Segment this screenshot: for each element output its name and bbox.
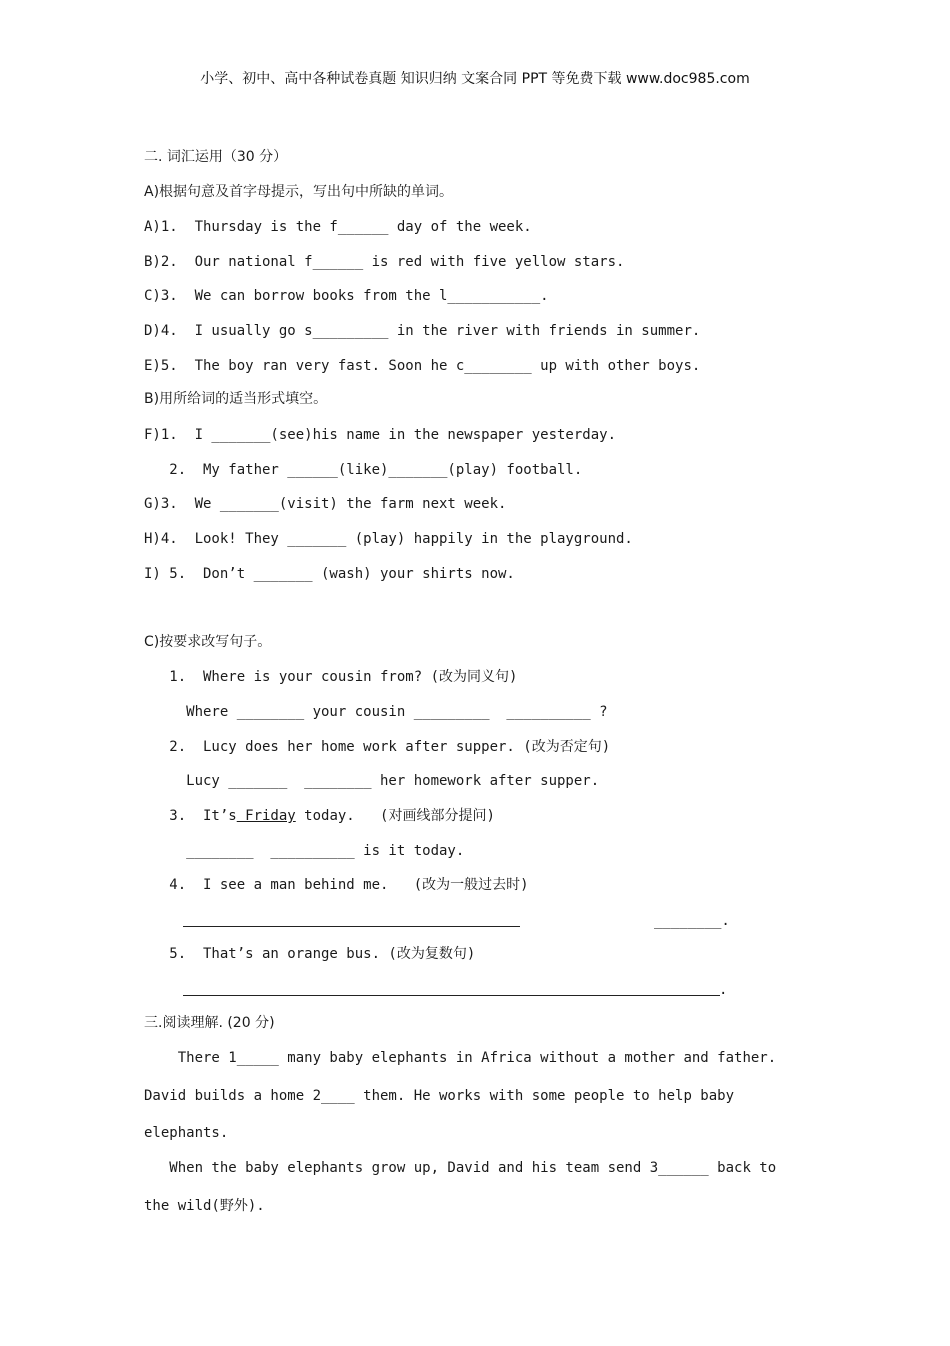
question-c1: 1. Where is your cousin from? (改为同义句) <box>144 669 518 685</box>
section-2-title: 二. 词汇运用（30 分） <box>144 149 288 165</box>
underlined-word: Friday <box>236 808 296 824</box>
question-a2: B)2. Our national f______ is red with five yellow stars. <box>144 254 625 270</box>
answer-line-c5 <box>183 995 720 996</box>
question-a1: A)1. Thursday is the f______ day of the week. <box>144 219 532 235</box>
answer-c4-end: ________. <box>654 913 730 929</box>
passage-line: David builds a home 2____ them. He works with some people to help baby <box>144 1088 735 1104</box>
answer-line-c4 <box>183 926 520 927</box>
answer-c1: Where ________ your cousin _________ __________ ? <box>144 704 608 720</box>
question-a4: D)4. I usually go s_________ in the river with friends in summer. <box>144 323 701 339</box>
part-a-instruction: A)根据句意及首字母提示，写出句中所缺的单词。 <box>144 184 454 200</box>
answer-c5-end: . <box>719 982 728 998</box>
passage-line: elephants. <box>144 1125 229 1141</box>
question-c5: 5. That’s an orange bus. (改为复数句) <box>144 946 476 962</box>
answer-c2: Lucy _______ ________ her homework after supper. <box>144 773 600 789</box>
passage-line: There 1_____ many baby elephants in Africa without a mother and father. <box>144 1050 777 1066</box>
passage-line: When the baby elephants grow up, David and his team send 3______ back to <box>144 1160 777 1176</box>
question-a5: E)5. The boy ran very fast. Soon he c________ up with other boys. <box>144 358 701 374</box>
question-c4: 4. I see a man behind me. (改为一般过去时) <box>144 877 529 893</box>
question-a3: C)3. We can borrow books from the l___________. <box>144 288 549 304</box>
passage-line: the wild(野外). <box>144 1198 265 1214</box>
question-b2: 2. My father ______(like)_______(play) football. <box>144 462 583 478</box>
question-c2: 2. Lucy does her home work after supper. (改为否定句) <box>144 739 611 755</box>
answer-c3: ________ __________ is it today. <box>144 843 465 859</box>
question-c3-suffix: today. (对画线部分提问) <box>295 808 495 824</box>
page-header: 小学、初中、高中各种试卷真题 知识归纳 文案合同 PPT 等免费下载 www.doc985.com <box>200 71 750 87</box>
part-c-instruction: C)按要求改写句子。 <box>144 634 272 650</box>
question-b3: G)3. We _______(visit) the farm next week. <box>144 496 507 512</box>
part-b-instruction: B)用所给词的适当形式填空。 <box>144 391 328 407</box>
question-c3 <box>144 806 495 826</box>
question-b1: F)1. I _______(see)his name in the newspaper yesterday. <box>144 427 617 443</box>
question-b5: I) 5. Don’t _______ (wash) your shirts now. <box>144 566 515 582</box>
section-3-title: 三.阅读理解. (20 分) <box>144 1015 275 1031</box>
question-c3-prefix: 3. It’s <box>144 808 237 824</box>
question-b4: H)4. Look! They _______ (play) happily in the playground. <box>144 531 633 547</box>
